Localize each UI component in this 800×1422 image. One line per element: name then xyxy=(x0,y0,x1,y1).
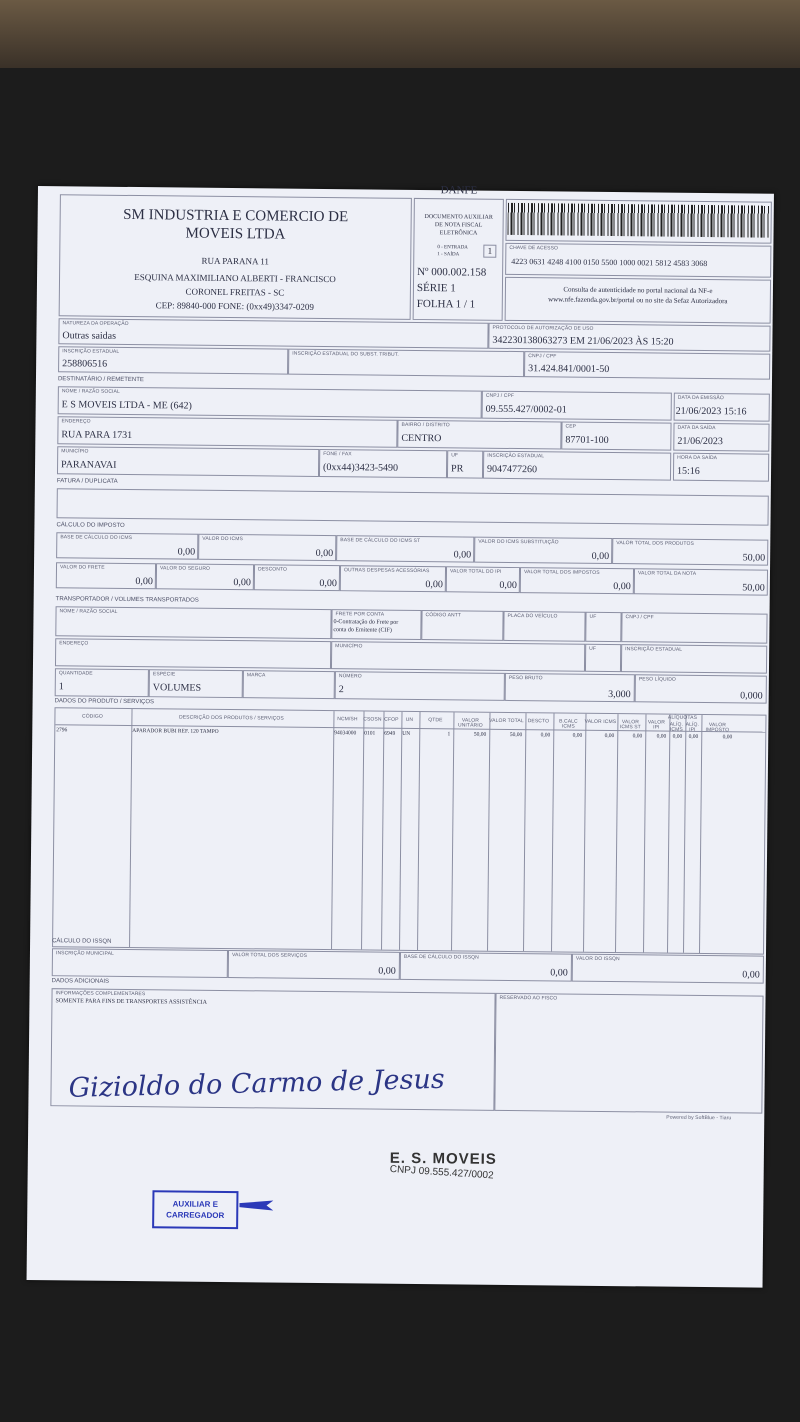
dest-bairro-value: CENTRO xyxy=(401,432,442,445)
tax-cell xyxy=(56,562,156,589)
table-cell: 0,00 xyxy=(604,732,615,740)
column-header: VALOR IMPOSTO xyxy=(705,722,730,734)
tax-value: 0,00 xyxy=(135,576,153,588)
nf-folha: FOLHA 1 / 1 xyxy=(416,297,476,311)
tax-cell xyxy=(336,535,474,562)
table-cell: 94034000 xyxy=(334,730,357,737)
column-separator xyxy=(615,714,618,952)
tax-value: 50,00 xyxy=(742,552,766,564)
column-separator xyxy=(487,713,490,951)
transp-numero-label: NÚMERO xyxy=(338,673,362,680)
issqn-base-label: BASE DE CÁLCULO DO ISSQN xyxy=(403,953,479,961)
powered-by: Powered by SoftBlue - Tiaru xyxy=(666,1114,732,1122)
danfe-document xyxy=(27,186,774,1288)
table-cell: 0,00 xyxy=(572,732,583,739)
column-header: VALOR TOTAL xyxy=(489,717,524,725)
tax-label: OUTRAS DESPESAS ACESSÓRIAS xyxy=(343,567,430,575)
address-line: CORONEL FREITAS - SC xyxy=(185,286,285,298)
column-separator xyxy=(129,709,132,947)
produtos-table xyxy=(52,707,766,954)
dest-fone-value: (0xx44)3423-5490 xyxy=(323,462,399,474)
table-cell: 2796 xyxy=(56,727,68,734)
column-separator xyxy=(417,712,420,950)
transp-liquido-value: 0,000 xyxy=(740,690,763,702)
chave-label: CHAVE DE ACESSO xyxy=(509,244,559,252)
table-cell: 6949 xyxy=(384,730,396,737)
tax-label: VALOR DO SEGURO xyxy=(159,565,211,572)
column-header: VALOR IPI xyxy=(647,719,665,731)
tax-cell xyxy=(612,538,768,566)
column-header: CSOSN xyxy=(363,716,382,723)
transp-especie-label: ESPÉCIE xyxy=(152,671,176,678)
column-header: CFOP xyxy=(384,716,399,723)
tax-cell xyxy=(340,565,446,592)
handwritten-signature: Gizioldo do Carmo de Jesus xyxy=(68,1063,445,1104)
nf-serie: SÉRIE 1 xyxy=(416,281,456,295)
dest-ie-label: INSCRIÇÃO ESTADUAL xyxy=(487,452,545,460)
blue-stamp xyxy=(152,1190,238,1229)
dest-municipio-label: MUNICÍPIO xyxy=(61,448,89,455)
tax-cell xyxy=(156,563,254,590)
transp-marca-label: MARCA xyxy=(246,672,266,679)
column-separator xyxy=(331,711,334,949)
imposto-section: CÁLCULO DO IMPOSTO xyxy=(56,522,125,529)
transp-liquido-label: PESO LÍQUIDO xyxy=(638,676,676,683)
column-separator xyxy=(451,712,454,950)
tax-cell xyxy=(254,564,340,591)
iest-label: INSCRIÇÃO ESTADUAL DO SUBST. TRIBUT. xyxy=(292,350,399,358)
column-separator xyxy=(523,713,526,951)
dest-endereco-label: ENDEREÇO xyxy=(61,418,91,425)
transp-endereco-label: ENDEREÇO xyxy=(59,640,89,647)
table-cell: 0,00 xyxy=(672,733,683,740)
dest-saida-value: 21/06/2023 xyxy=(677,435,723,448)
aliquotas-label: ALÍQUOTAS xyxy=(667,714,698,721)
tax-value: 0,00 xyxy=(453,549,472,561)
tax-value: 0,00 xyxy=(315,547,334,560)
column-header: DESCTO xyxy=(527,718,550,725)
produtos-section: DADOS DO PRODUTO / SERVIÇOS xyxy=(54,698,155,706)
dest-cnpj-value: 09.555.427/0002-01 xyxy=(485,403,567,416)
transp-ie-label: INSCRIÇÃO ESTADUAL xyxy=(625,646,683,653)
table-cell: UN xyxy=(402,730,411,737)
transp-nome-label: NOME / RAZÃO SOCIAL xyxy=(59,608,118,615)
background-wall xyxy=(0,0,800,68)
column-separator xyxy=(361,711,364,949)
table-cell: 0,00 xyxy=(656,733,667,740)
tax-label: VALOR DO ICMS SUBSTITUIÇÃO xyxy=(478,538,559,546)
nf-number: Nº 000.002.158 xyxy=(417,265,487,279)
ie-value: 258806516 xyxy=(62,358,108,370)
tax-value: 0,00 xyxy=(425,579,443,591)
tax-label: VALOR DO FRETE xyxy=(59,564,105,571)
table-cell: 0,00 xyxy=(688,733,699,740)
tax-label: BASE DE CÁLCULO DO ICMS xyxy=(60,534,133,542)
company-name: SM INDUSTRIA E COMERCIO DE xyxy=(123,206,349,226)
tax-cell xyxy=(198,534,336,561)
reservado-box xyxy=(494,993,763,1114)
issqn-im-label: INSCRIÇÃO MUNICIPAL xyxy=(55,950,114,957)
column-header: B.CALC ICMS xyxy=(559,718,578,730)
company-stamp-cnpj: CNPJ 09.555.427/0002 xyxy=(389,1163,494,1182)
transp-section: TRANSPORTADOR / VOLUMES TRANSPORTADOS xyxy=(55,596,199,604)
transp-bruto-label: PESO BRUTO xyxy=(508,674,543,682)
column-header: ALÍQ. ICMS xyxy=(669,721,684,733)
dest-cnpj-label: CNPJ / CPF xyxy=(485,392,515,399)
consulta-line: www.nfe.fazenda.gov.br/portal ou no site da Sefaz Autorizadora xyxy=(548,295,728,306)
adicionais-section: DADOS ADICIONAIS xyxy=(51,978,110,985)
consulta-line: Consulta de autenticidade no portal nacional da NF-e xyxy=(563,285,713,296)
column-header: QTDE xyxy=(428,717,443,724)
blue-stamp-line: CARREGADOR xyxy=(166,1210,225,1221)
danfe-subtitle: DE NOTA FISCAL xyxy=(434,222,483,229)
stamp-arrow-icon xyxy=(239,1200,273,1210)
column-separator xyxy=(699,715,702,953)
danfe-subtitle: ELETRÔNICA xyxy=(439,230,478,237)
dest-saida-label: DATA DA SAÍDA xyxy=(677,424,716,432)
transp-cnpj-label: CNPJ / CPF xyxy=(625,614,654,621)
barcode xyxy=(508,203,770,238)
dest-uf-value: PR xyxy=(451,463,464,475)
chave-value: 4223 0631 4248 4100 0150 5500 1000 0021 5812 4583 3068 xyxy=(511,256,708,269)
tax-value: 0,00 xyxy=(319,577,337,590)
address-line: RUA PARANA 11 xyxy=(201,255,269,267)
table-cell: 0,00 xyxy=(540,732,551,739)
column-separator xyxy=(683,715,686,953)
tax-cell xyxy=(634,568,768,595)
table-cell: 50,00 xyxy=(509,731,523,739)
danfe-subtitle: DOCUMENTO AUXILIAR xyxy=(424,214,493,221)
column-separator xyxy=(583,714,586,952)
danfe-title: DANFE xyxy=(440,184,478,197)
saida-label: 1 - SAÍDA xyxy=(437,252,460,258)
dest-uf-label: UF xyxy=(451,452,459,459)
tax-value: 0,00 xyxy=(591,550,610,563)
table-cell: 0,00 xyxy=(722,734,733,741)
column-separator xyxy=(667,715,670,953)
info-label: INFORMAÇÕES COMPLEMENTARES xyxy=(55,990,146,998)
blue-stamp-line: AUXILIAR E xyxy=(172,1199,219,1209)
transp-frete-value-2: conta do Emitente (CIF) xyxy=(333,627,392,634)
column-header: VALOR UNITÁRIO xyxy=(457,717,483,729)
info-value: SOMENTE PARA FINS DE TRANSPORTES ASSISTÊNCIA xyxy=(55,998,208,1006)
tax-cell xyxy=(56,532,198,559)
dest-emissao-label: DATA DA EMISSÃO xyxy=(677,394,724,402)
dest-municipio-value: PARANAVAI xyxy=(61,459,117,471)
issqn-base-value: 0,00 xyxy=(550,967,568,979)
tax-label: VALOR TOTAL DOS PRODUTOS xyxy=(616,540,694,547)
cnpj-emit-label: CNPJ / CPF xyxy=(528,353,557,360)
cnpj-emit-value: 31.424.841/0001-50 xyxy=(528,363,610,375)
column-header: UN xyxy=(405,716,414,723)
dest-bairro-label: BAIRRO / DISTRITO xyxy=(401,421,450,429)
dest-fone-label: FONE / FAX xyxy=(323,451,352,458)
column-header: CÓDIGO xyxy=(81,713,103,720)
tax-label: VALOR DO ICMS xyxy=(202,535,244,543)
dest-section: DESTINATÁRIO / REMETENTE xyxy=(57,376,144,384)
table-cell: 50,00 xyxy=(473,731,487,738)
table-cell: 1 xyxy=(447,731,451,738)
protocolo-label: PROTOCOLO DE AUTORIZAÇÃO DE USO xyxy=(492,324,594,332)
dest-emissao-value: 21/06/2023 15:16 xyxy=(675,405,747,418)
natureza-value: Outras saidas xyxy=(62,330,117,342)
tax-label: VALOR TOTAL DA NOTA xyxy=(637,570,697,577)
transp-frete-label: FRETE POR CONTA xyxy=(335,611,385,618)
transp-bruto-value: 3,000 xyxy=(608,688,631,701)
transp-placa-label: PLACA DO VEÍCULO xyxy=(507,612,558,620)
transp-uf-label: UF xyxy=(589,613,597,620)
company-stamp xyxy=(389,1149,497,1182)
tax-value: 0,00 xyxy=(233,577,251,589)
tax-cell xyxy=(474,537,612,564)
column-separator xyxy=(399,712,402,950)
tax-label: DESCONTO xyxy=(257,566,288,573)
issqn-valor-value: 0,00 xyxy=(742,969,760,981)
issqn-servicos-value: 0,00 xyxy=(378,965,396,977)
fatura-section: FATURA / DUPLICATA xyxy=(56,478,118,485)
table-cell: APARADOR BUBI REF. 120 TAMPO xyxy=(132,728,219,735)
tax-cell xyxy=(520,567,634,594)
fatura-box xyxy=(57,488,769,525)
table-cell: 0,00 xyxy=(632,733,643,740)
entrada-label: 0 - ENTRADA xyxy=(437,245,468,251)
transp-frete-value: 0-Contratação do Frete por xyxy=(333,619,399,626)
dest-cep-label: CEP xyxy=(565,423,577,430)
dest-cep-value: 87701-100 xyxy=(565,434,609,446)
address-line: CEP: 89840-000 FONE: (0xx49)3347-0209 xyxy=(155,300,314,312)
tax-value: 0,00 xyxy=(177,546,196,558)
column-header: DESCRIÇÃO DOS PRODUTOS / SERVIÇOS xyxy=(179,714,284,722)
company-stamp-name: E. S. MOVEIS xyxy=(389,1149,497,1168)
column-separator xyxy=(381,712,384,950)
transp-numero-value: 2 xyxy=(338,684,344,696)
tax-label: VALOR TOTAL DO IPI xyxy=(449,568,502,575)
column-header: ALÍQ. IPI xyxy=(685,721,700,733)
dest-ie-value: 9047477260 xyxy=(487,463,538,476)
tax-label: BASE DE CÁLCULO DO ICMS ST xyxy=(340,537,421,545)
transp-antt-label: CÓDIGO ANTT xyxy=(425,612,462,619)
dest-nome-label: NOME / RAZÃO SOCIAL xyxy=(61,388,120,395)
natureza-label: NATUREZA DA OPERAÇÃO xyxy=(62,320,129,327)
tax-value: 0,00 xyxy=(613,581,631,593)
transp-qtd-value: 1 xyxy=(58,681,64,693)
column-separator xyxy=(551,713,554,951)
transp-endereco-box xyxy=(55,638,331,669)
issqn-valor-label: VALOR DO ISSQN xyxy=(575,955,620,963)
dest-hora-value: 15:16 xyxy=(676,465,700,477)
issqn-section: CÁLCULO DO ISSQN xyxy=(52,938,112,945)
transp-qtd-label: QUANTIDADE xyxy=(58,670,93,677)
column-separator xyxy=(643,714,646,952)
ie-label: INSCRIÇÃO ESTADUAL xyxy=(62,348,120,355)
protocolo-value: 342230138063273 EM 21/06/2023 ÀS 15:20 xyxy=(492,334,674,348)
transp-especie-value: VOLUMES xyxy=(152,682,202,694)
reservado-label: RESERVADO AO FISCO xyxy=(499,994,558,1002)
transp-municipio-label: MUNICÍPIO xyxy=(335,643,363,650)
column-header: VALOR ICMS xyxy=(584,718,617,726)
transp-uf2-label: UF xyxy=(589,645,597,652)
tipo-box: 1 xyxy=(483,245,496,258)
column-header: VALOR ICMS ST xyxy=(619,719,641,731)
dest-hora-label: HORA DA SAÍDA xyxy=(677,454,718,462)
dest-endereco-value: RUA PARA 1731 xyxy=(61,429,133,441)
tax-value: 0,00 xyxy=(499,579,517,592)
tax-value: 50,00 xyxy=(742,582,765,594)
tax-cell xyxy=(446,566,520,593)
tax-label: VALOR TOTAL DOS IMPOSTOS xyxy=(523,569,600,576)
company-name-2: MOVEIS LTDA xyxy=(185,225,286,243)
address-line: ESQUINA MAXIMILIANO ALBERTI - FRANCISCO xyxy=(134,272,336,285)
table-cell: 0101 xyxy=(364,730,376,737)
issqn-servicos-label: VALOR TOTAL DOS SERVIÇOS xyxy=(231,952,308,959)
column-header: NCM/SH xyxy=(337,716,358,723)
transp-municipio-box xyxy=(331,641,585,672)
dest-nome-value: E S MOVEIS LTDA - ME (642) xyxy=(61,399,192,412)
